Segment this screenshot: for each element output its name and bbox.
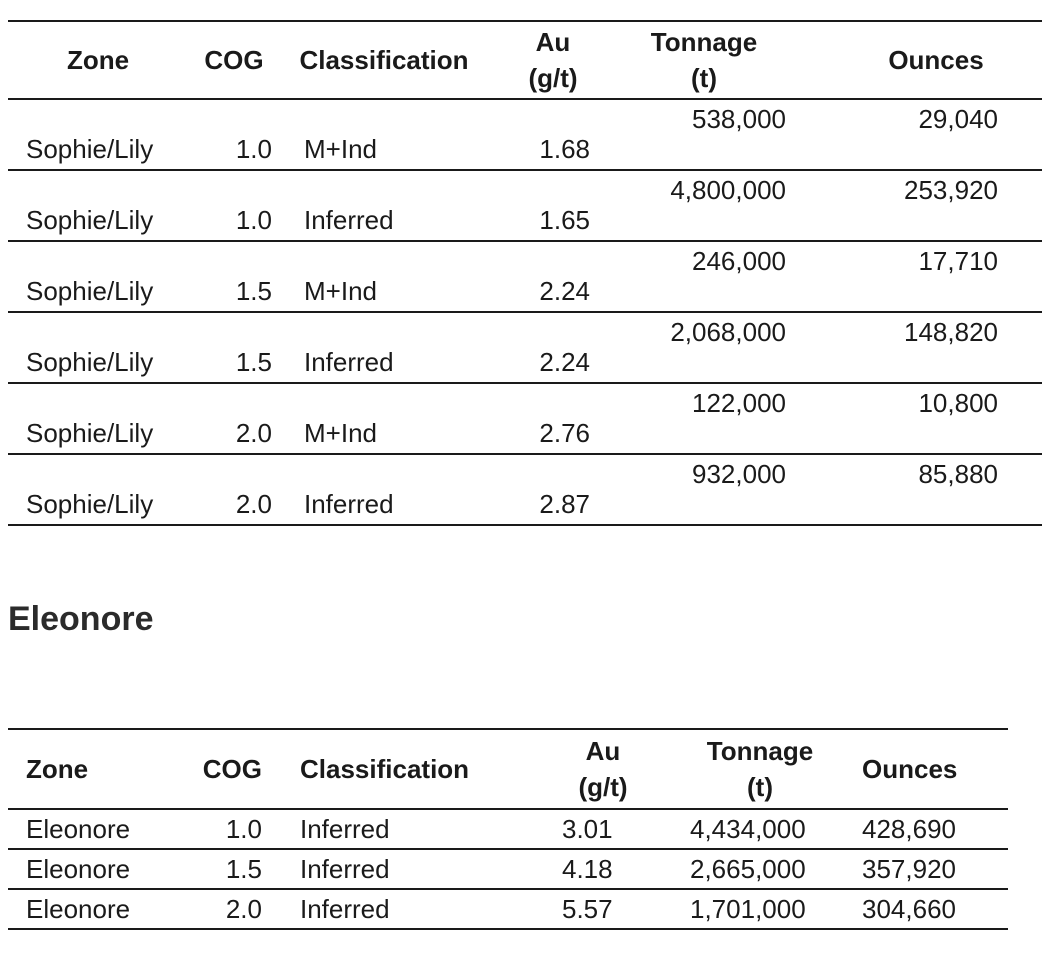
cell-ounces: 304,660 [836,889,1008,929]
table-row [8,312,1042,383]
cell-cog: 2.0 [174,889,262,929]
cell-zone: Sophie/Lily [8,99,188,170]
cell-zone: Sophie/Lily [8,241,188,312]
header-zone: Zone [8,21,188,99]
cell-classification: Inferred [280,454,488,525]
table-header [8,21,1042,99]
cell-zone: Sophie/Lily [8,454,188,525]
header-au [516,729,654,809]
header-cog: COG [174,729,262,809]
cell-zone: Eleonore [8,849,174,889]
cell-tonnage: 246,000 [598,241,794,312]
cell-classification: M+Ind [280,99,488,170]
header-au [488,21,598,99]
cell-au: 1.68 [488,99,598,170]
cell-classification: Inferred [262,849,516,889]
cell-au: 5.57 [516,889,654,929]
cell-cog: 2.0 [188,454,280,525]
cell-au: 2.24 [488,312,598,383]
cell-classification: M+Ind [280,383,488,454]
cell-cog: 1.0 [188,170,280,241]
header-tonnage-line1: Tonnage [650,27,758,57]
cell-tonnage: 4,434,000 [654,809,836,849]
cell-au: 3.01 [516,809,654,849]
header-au-line1: Au [585,736,621,766]
header-ounces: Ounces [794,21,1042,99]
cell-cog: 1.5 [174,849,262,889]
cell-ounces: 428,690 [836,809,1008,849]
cell-zone: Eleonore [8,889,174,929]
cell-cog: 1.5 [188,241,280,312]
table-row [8,383,1042,454]
cell-ounces: 85,880 [794,454,1042,525]
cell-tonnage: 4,800,000 [598,170,794,241]
table-row [8,170,1042,241]
table-row [8,99,1042,170]
header-au-line2: (g/t) [578,772,628,802]
table-row [8,849,1008,889]
cell-au: 2.76 [488,383,598,454]
header-tonnage [654,729,836,809]
cell-tonnage: 2,665,000 [654,849,836,889]
cell-au: 4.18 [516,849,654,889]
header-tonnage-line2: (t) [691,63,717,93]
cell-zone: Sophie/Lily [8,170,188,241]
cell-zone: Eleonore [8,809,174,849]
header-cog: COG [188,21,280,99]
table-row [8,809,1008,849]
header-row [8,21,1042,99]
cell-classification: Inferred [262,889,516,929]
table-row [8,889,1008,929]
cell-classification: M+Ind [280,241,488,312]
cell-au: 1.65 [488,170,598,241]
cell-ounces: 29,040 [794,99,1042,170]
header-classification: Classification [262,729,516,809]
cell-ounces: 10,800 [794,383,1042,454]
header-row [8,729,1008,809]
cell-cog: 1.0 [174,809,262,849]
cell-zone: Sophie/Lily [8,383,188,454]
header-au-line2: (g/t) [528,63,578,93]
cell-classification: Inferred [280,170,488,241]
table-row [8,454,1042,525]
header-tonnage [598,21,794,99]
header-zone: Zone [8,729,174,809]
cell-tonnage: 538,000 [598,99,794,170]
table-row [8,241,1042,312]
cell-tonnage: 122,000 [598,383,794,454]
cell-classification: Inferred [262,809,516,849]
cell-au: 2.87 [488,454,598,525]
cell-tonnage: 1,701,000 [654,889,836,929]
cell-classification: Inferred [280,312,488,383]
cell-au: 2.24 [488,241,598,312]
cell-cog: 1.5 [188,312,280,383]
table-body [8,99,1042,525]
header-tonnage-line2: (t) [747,772,773,802]
header-tonnage-line1: Tonnage [706,736,814,766]
cell-zone: Sophie/Lily [8,312,188,383]
cell-tonnage: 932,000 [598,454,794,525]
header-au-line1: Au [535,27,571,57]
cell-cog: 1.0 [188,99,280,170]
cell-cog: 2.0 [188,383,280,454]
table-header [8,729,1008,809]
cell-ounces: 357,920 [836,849,1008,889]
cell-ounces: 17,710 [794,241,1042,312]
header-classification: Classification [280,21,488,99]
sophie-lily-resource-table [8,20,1042,526]
cell-ounces: 253,920 [794,170,1042,241]
section-title-eleonore: Eleonore [8,600,154,638]
table-body [8,809,1008,929]
cell-tonnage: 2,068,000 [598,312,794,383]
header-ounces: Ounces [836,729,1008,809]
cell-ounces: 148,820 [794,312,1042,383]
eleonore-resource-table [8,728,1008,930]
